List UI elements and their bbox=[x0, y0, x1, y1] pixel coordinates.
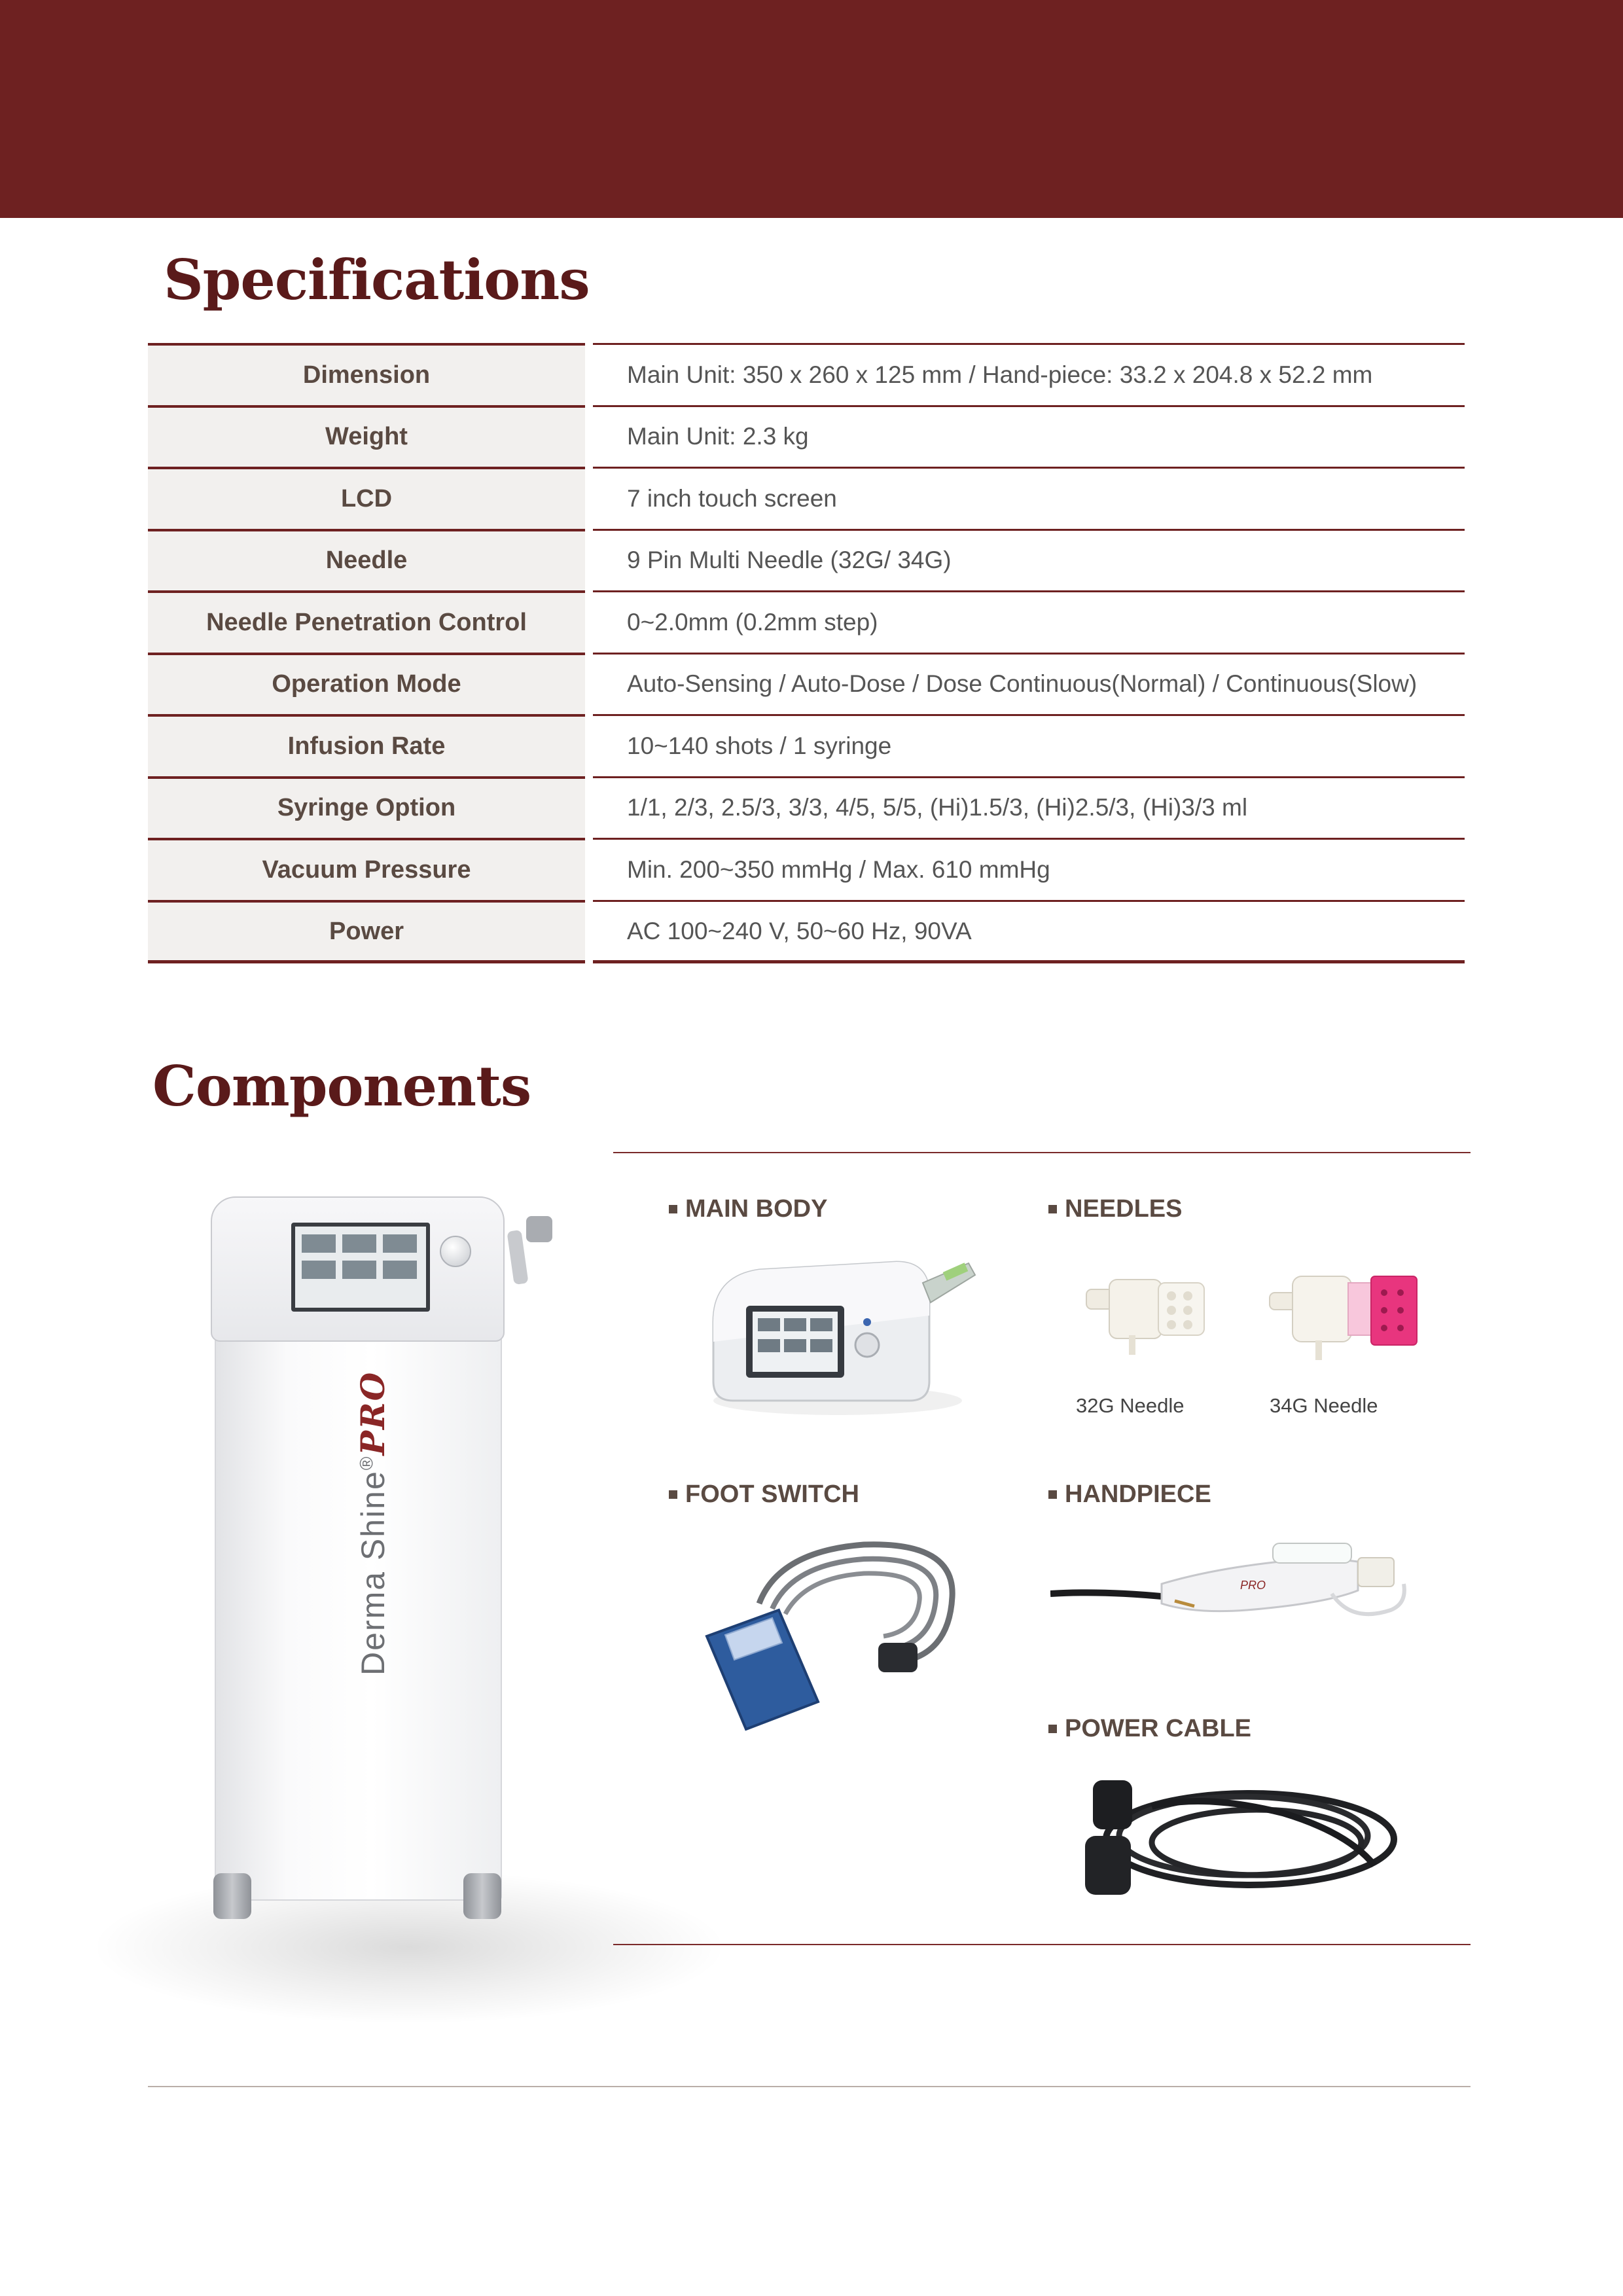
bullet-icon bbox=[1048, 1490, 1057, 1499]
spec-value: Auto-Sensing / Auto-Dose / Dose Continuous(Normal) / Continuous(Slow) bbox=[593, 653, 1465, 715]
spec-row-power bbox=[148, 900, 1465, 962]
spec-label: Operation Mode bbox=[148, 653, 585, 715]
needle-34g-caption: 34G Needle bbox=[1270, 1394, 1378, 1417]
components-title: Components bbox=[152, 1054, 531, 1119]
components-bottom-rule bbox=[613, 1944, 1471, 1945]
spec-label: Weight bbox=[148, 405, 585, 467]
handpiece-text: HANDPIECE bbox=[1065, 1480, 1211, 1508]
spec-row-weight bbox=[148, 405, 1465, 467]
power-cable-image bbox=[1073, 1767, 1407, 1911]
spec-value: 1/1, 2/3, 2.5/3, 3/3, 4/5, 5/5, (Hi)1.5/3, (Hi)2.5/3, (Hi)3/3 ml bbox=[593, 776, 1465, 838]
spec-value: Main Unit: 2.3 kg bbox=[593, 405, 1465, 467]
bullet-icon bbox=[669, 1205, 677, 1213]
main-body-label bbox=[669, 1195, 827, 1223]
spec-row-lcd bbox=[148, 467, 1465, 529]
spec-value: 10~140 shots / 1 syringe bbox=[593, 714, 1465, 776]
caster-wheel bbox=[463, 1873, 501, 1919]
screen-tile bbox=[383, 1261, 417, 1279]
spec-table-bottom-rule bbox=[148, 960, 585, 963]
spec-value: AC 100~240 V, 50~60 Hz, 90VA bbox=[593, 900, 1465, 962]
specifications-table bbox=[148, 343, 1465, 961]
foot-switch-text: FOOT SWITCH bbox=[685, 1480, 859, 1508]
spec-row-dimension bbox=[148, 343, 1465, 405]
spec-label: Infusion Rate bbox=[148, 714, 585, 776]
spec-row-needle bbox=[148, 529, 1465, 591]
handpiece-tip bbox=[526, 1216, 552, 1242]
spec-label: Power bbox=[148, 900, 585, 962]
spec-table-bottom-rule bbox=[593, 960, 1465, 963]
spec-row-syringe-option bbox=[148, 776, 1465, 838]
spec-row-infusion-rate bbox=[148, 714, 1465, 776]
spec-label: Vacuum Pressure bbox=[148, 838, 585, 900]
device-screen bbox=[291, 1223, 430, 1312]
bullet-icon bbox=[1048, 1725, 1057, 1733]
spec-value: Main Unit: 350 x 260 x 125 mm / Hand-piece: 33.2 x 204.8 x 52.2 mm bbox=[593, 343, 1465, 405]
bullet-icon bbox=[669, 1490, 677, 1499]
spec-label: LCD bbox=[148, 467, 585, 529]
handpiece-brand: PRO bbox=[1240, 1579, 1266, 1592]
spec-label: Syringe Option bbox=[148, 776, 585, 838]
main-body-image bbox=[700, 1244, 982, 1420]
screen-tile bbox=[342, 1261, 376, 1279]
screen-tile bbox=[342, 1234, 376, 1253]
screen-tile bbox=[302, 1234, 336, 1253]
spec-value: 9 Pin Multi Needle (32G/ 34G) bbox=[593, 529, 1465, 591]
control-knob bbox=[440, 1236, 471, 1267]
needles-text: NEEDLES bbox=[1065, 1195, 1183, 1223]
handpiece-label bbox=[1048, 1480, 1211, 1509]
specifications-title: Specifications bbox=[164, 247, 590, 312]
spec-label: Needle Penetration Control bbox=[148, 590, 585, 653]
screen-tile bbox=[302, 1261, 336, 1279]
top-banner bbox=[0, 0, 1623, 218]
bullet-icon bbox=[1048, 1205, 1057, 1213]
screen-tile bbox=[383, 1234, 417, 1253]
spec-label: Needle bbox=[148, 529, 585, 591]
brand-logo bbox=[353, 1371, 392, 1676]
spec-value: 7 inch touch screen bbox=[593, 467, 1465, 529]
spec-value: 0~2.0mm (0.2mm step) bbox=[593, 590, 1465, 653]
spec-label: Dimension bbox=[148, 343, 585, 405]
needle-32g-image bbox=[1073, 1263, 1224, 1368]
spec-value: Min. 200~350 mmHg / Max. 610 mmHg bbox=[593, 838, 1465, 900]
power-cable-text: POWER CABLE bbox=[1065, 1715, 1251, 1742]
components-top-rule bbox=[613, 1152, 1471, 1153]
handpiece-image bbox=[1050, 1538, 1417, 1643]
brand-name: Derma Shine bbox=[355, 1470, 391, 1676]
power-cable-label bbox=[1048, 1715, 1251, 1743]
caster-wheel bbox=[213, 1873, 251, 1919]
main-body-text: MAIN BODY bbox=[685, 1195, 828, 1223]
footer-rule bbox=[148, 2086, 1471, 2087]
registered-mark: ® bbox=[356, 1455, 377, 1471]
spec-row-needle-penetration bbox=[148, 590, 1465, 653]
handpiece-holder bbox=[507, 1230, 528, 1285]
spec-row-vacuum-pressure bbox=[148, 838, 1465, 900]
brand-suffix: PRO bbox=[353, 1371, 392, 1456]
needles-label bbox=[1048, 1195, 1182, 1223]
needle-34g-image bbox=[1263, 1257, 1427, 1374]
needle-32g-caption: 32G Needle bbox=[1076, 1394, 1185, 1417]
spec-row-operation-mode bbox=[148, 653, 1465, 715]
foot-switch-image bbox=[700, 1525, 962, 1734]
foot-switch-label bbox=[669, 1480, 859, 1509]
